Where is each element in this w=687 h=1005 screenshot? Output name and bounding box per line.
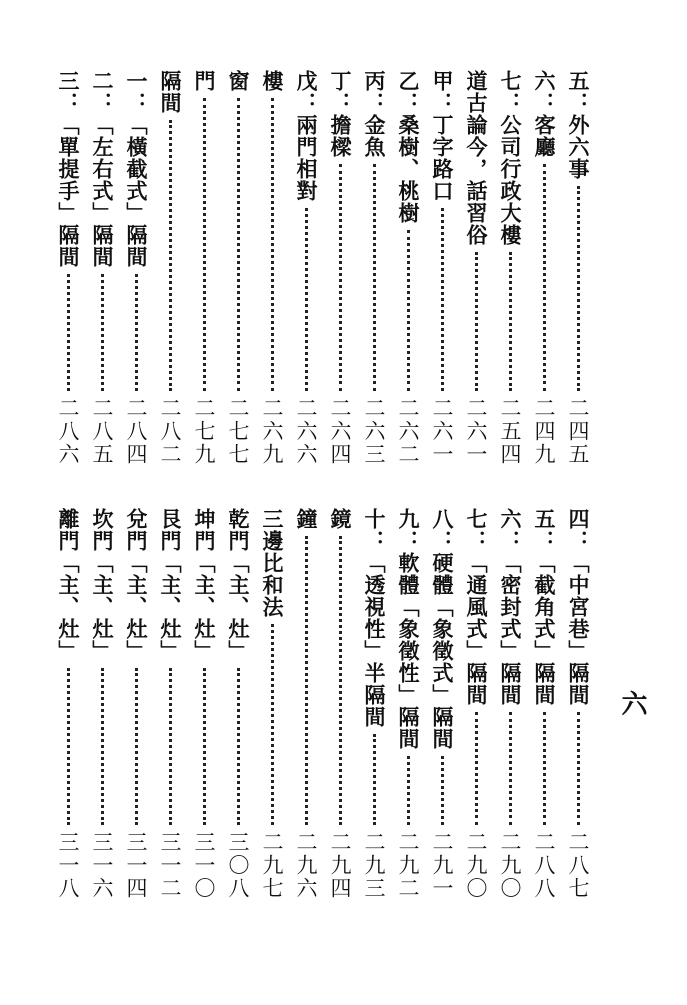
- dot-leader: [339, 164, 342, 391]
- dot-leader: [577, 712, 580, 825]
- toc-entry-title: 隔間: [158, 70, 183, 114]
- toc-entry-title: 窗: [226, 70, 251, 92]
- dot-leader: [475, 712, 478, 825]
- toc-entry-title: 門: [192, 70, 217, 92]
- toc-entry-page: 二九三: [362, 831, 386, 900]
- dot-leader: [271, 624, 274, 825]
- toc-entry: [119, 508, 153, 900]
- dot-leader: [407, 756, 410, 825]
- toc-entry: [459, 70, 493, 466]
- toc-entry: [187, 508, 221, 900]
- toc-entry-title: 鐘: [294, 508, 319, 530]
- toc-entry-page: 二四九: [532, 397, 556, 466]
- toc-entry: [187, 70, 221, 466]
- dot-leader: [577, 186, 580, 391]
- toc-entry-title: 乾門「主、灶」: [226, 508, 251, 662]
- toc-entry: [221, 70, 255, 466]
- toc-entry-title: 甲：丁字路口: [430, 70, 455, 202]
- dot-leader: [237, 668, 240, 825]
- toc-entry-title: 艮門「主、灶」: [158, 508, 183, 662]
- toc-entry-page: 二九一: [430, 831, 454, 900]
- toc-entry-title: 離門「主、灶」: [56, 508, 81, 662]
- dot-leader: [373, 734, 376, 825]
- toc-entry: [391, 70, 425, 466]
- toc-entry-title: 樓: [260, 70, 285, 92]
- toc-entry: [153, 70, 187, 466]
- toc-entry-page: 三一八: [56, 831, 80, 900]
- toc-entry: [119, 70, 153, 466]
- toc-entry: [323, 70, 357, 466]
- toc-entry: [289, 508, 323, 900]
- dot-leader: [203, 98, 206, 391]
- toc-entry-title: 七：「通風式」隔間: [464, 508, 489, 706]
- dot-leader: [169, 668, 172, 825]
- toc-entry-page: 三一〇: [192, 831, 216, 900]
- toc-entry-page: 二六三: [362, 397, 386, 466]
- toc-entry-page: 三一二: [158, 831, 182, 900]
- dot-leader: [441, 208, 444, 391]
- toc-entry-page: 二六一: [464, 397, 488, 466]
- toc-entry-page: 二六九: [260, 397, 284, 466]
- toc-entry-title: 乙：桑樹、桃樹: [396, 70, 421, 224]
- toc-entry-title: 三：「單提手」隔間: [56, 70, 81, 268]
- toc-entry-page: 二九二: [396, 831, 420, 900]
- toc-entry-page: 二七九: [192, 397, 216, 466]
- toc-entry: [85, 508, 119, 900]
- toc-entry-title: 九：軟體「象徵性」隔間: [396, 508, 421, 750]
- toc-entry-title: 六：客廳: [532, 70, 557, 158]
- dot-leader: [135, 668, 138, 825]
- dot-leader: [271, 98, 274, 391]
- toc-entry-title: 道古論今，話習俗: [464, 70, 489, 246]
- toc-entry-page: 二九四: [328, 831, 352, 900]
- toc-entry-title: 鏡: [328, 508, 353, 530]
- toc-entry: [527, 508, 561, 900]
- dot-leader: [441, 756, 444, 825]
- toc-entry: [425, 70, 459, 466]
- toc-entry-page: 二八四: [124, 397, 148, 466]
- toc-entry-title: 六：「密封式」隔間: [498, 508, 523, 706]
- toc-entry-page: 二九七: [260, 831, 284, 900]
- toc-entry-page: 二四五: [566, 397, 590, 466]
- toc-entry-title: 坤門「主、灶」: [192, 508, 217, 662]
- toc-entry-page: 二八七: [566, 831, 590, 900]
- toc-entry-page: 二六六: [294, 397, 318, 466]
- toc-entry-page: 二六四: [328, 397, 352, 466]
- toc-entry-page: 二八二: [158, 397, 182, 466]
- dot-leader: [543, 164, 546, 391]
- dot-leader: [339, 536, 342, 825]
- dot-leader: [135, 274, 138, 391]
- toc-entry-title: 丁：擔樑: [328, 70, 353, 158]
- dot-leader: [373, 164, 376, 391]
- dot-leader: [67, 668, 70, 825]
- page-number: 六: [617, 690, 647, 716]
- toc-entry: [493, 70, 527, 466]
- toc-entry: [493, 508, 527, 900]
- toc-entry-page: 三〇八: [226, 831, 250, 900]
- dot-leader: [237, 98, 240, 391]
- toc-entry-page: 二七七: [226, 397, 250, 466]
- toc-entry: [561, 70, 595, 466]
- toc-entry-page: 二八八: [532, 831, 556, 900]
- toc-entry: [425, 508, 459, 900]
- toc-entry: [51, 508, 85, 900]
- toc-entry: [357, 508, 391, 900]
- toc-entry-title: 七：公司行政大樓: [498, 70, 523, 246]
- toc-entry-page: 二五四: [498, 397, 522, 466]
- toc-entry: [85, 70, 119, 466]
- toc-entry-title: 四：「中宮巷」隔間: [566, 508, 591, 706]
- dot-leader: [305, 536, 308, 825]
- toc-entry-page: 三一四: [124, 831, 148, 900]
- dot-leader: [101, 274, 104, 391]
- toc-entry: [527, 70, 561, 466]
- toc-entry-page: 二八六: [56, 397, 80, 466]
- dot-leader: [475, 252, 478, 391]
- dot-leader: [509, 252, 512, 391]
- toc-entry: [391, 508, 425, 900]
- toc-entry-page: 二九六: [294, 831, 318, 900]
- toc-entry-title: 五：外六事: [566, 70, 591, 180]
- toc-entry-page: 二六二: [396, 397, 420, 466]
- toc-entry: [459, 508, 493, 900]
- toc-entry: [357, 70, 391, 466]
- toc-entry: [289, 70, 323, 466]
- toc-entry-page: 二九〇: [498, 831, 522, 900]
- toc-entry-title: 八：硬體「象徵式」隔間: [430, 508, 455, 750]
- dot-leader: [67, 274, 70, 391]
- toc-entry: [51, 70, 85, 466]
- dot-leader: [509, 712, 512, 825]
- dot-leader: [407, 230, 410, 391]
- toc-entry-title: 三邊比和法: [260, 508, 285, 618]
- toc-entry-title: 丙：金魚: [362, 70, 387, 158]
- dot-leader: [169, 120, 172, 391]
- toc-entry: [221, 508, 255, 900]
- toc-entry-page: 二六一: [430, 397, 454, 466]
- dot-leader: [101, 668, 104, 825]
- toc-entry-title: 二：「左右式」隔間: [90, 70, 115, 268]
- toc-entry-title: 一：「橫截式」隔間: [124, 70, 149, 268]
- toc-entry: [255, 70, 289, 466]
- toc-entry: [323, 508, 357, 900]
- toc-entry: [561, 508, 595, 900]
- toc-entry-page: 二八五: [90, 397, 114, 466]
- dot-leader: [203, 668, 206, 825]
- dot-leader: [305, 208, 308, 391]
- toc-entry: [153, 508, 187, 900]
- toc-entry-title: 十：「透視性」半隔間: [362, 508, 387, 728]
- toc-entry: [255, 508, 289, 900]
- toc-top-block: [51, 70, 595, 466]
- toc-entry-title: 五：「截角式」隔間: [532, 508, 557, 706]
- toc-entry-title: 兌門「主、灶」: [124, 508, 149, 662]
- toc-entry-title: 坎門「主、灶」: [90, 508, 115, 662]
- toc-entry-page: 三一六: [90, 831, 114, 900]
- dot-leader: [543, 712, 546, 825]
- toc-entry-title: 戊：兩門相對: [294, 70, 319, 202]
- toc-entry-page: 二九〇: [464, 831, 488, 900]
- toc-bottom-block: [51, 508, 595, 900]
